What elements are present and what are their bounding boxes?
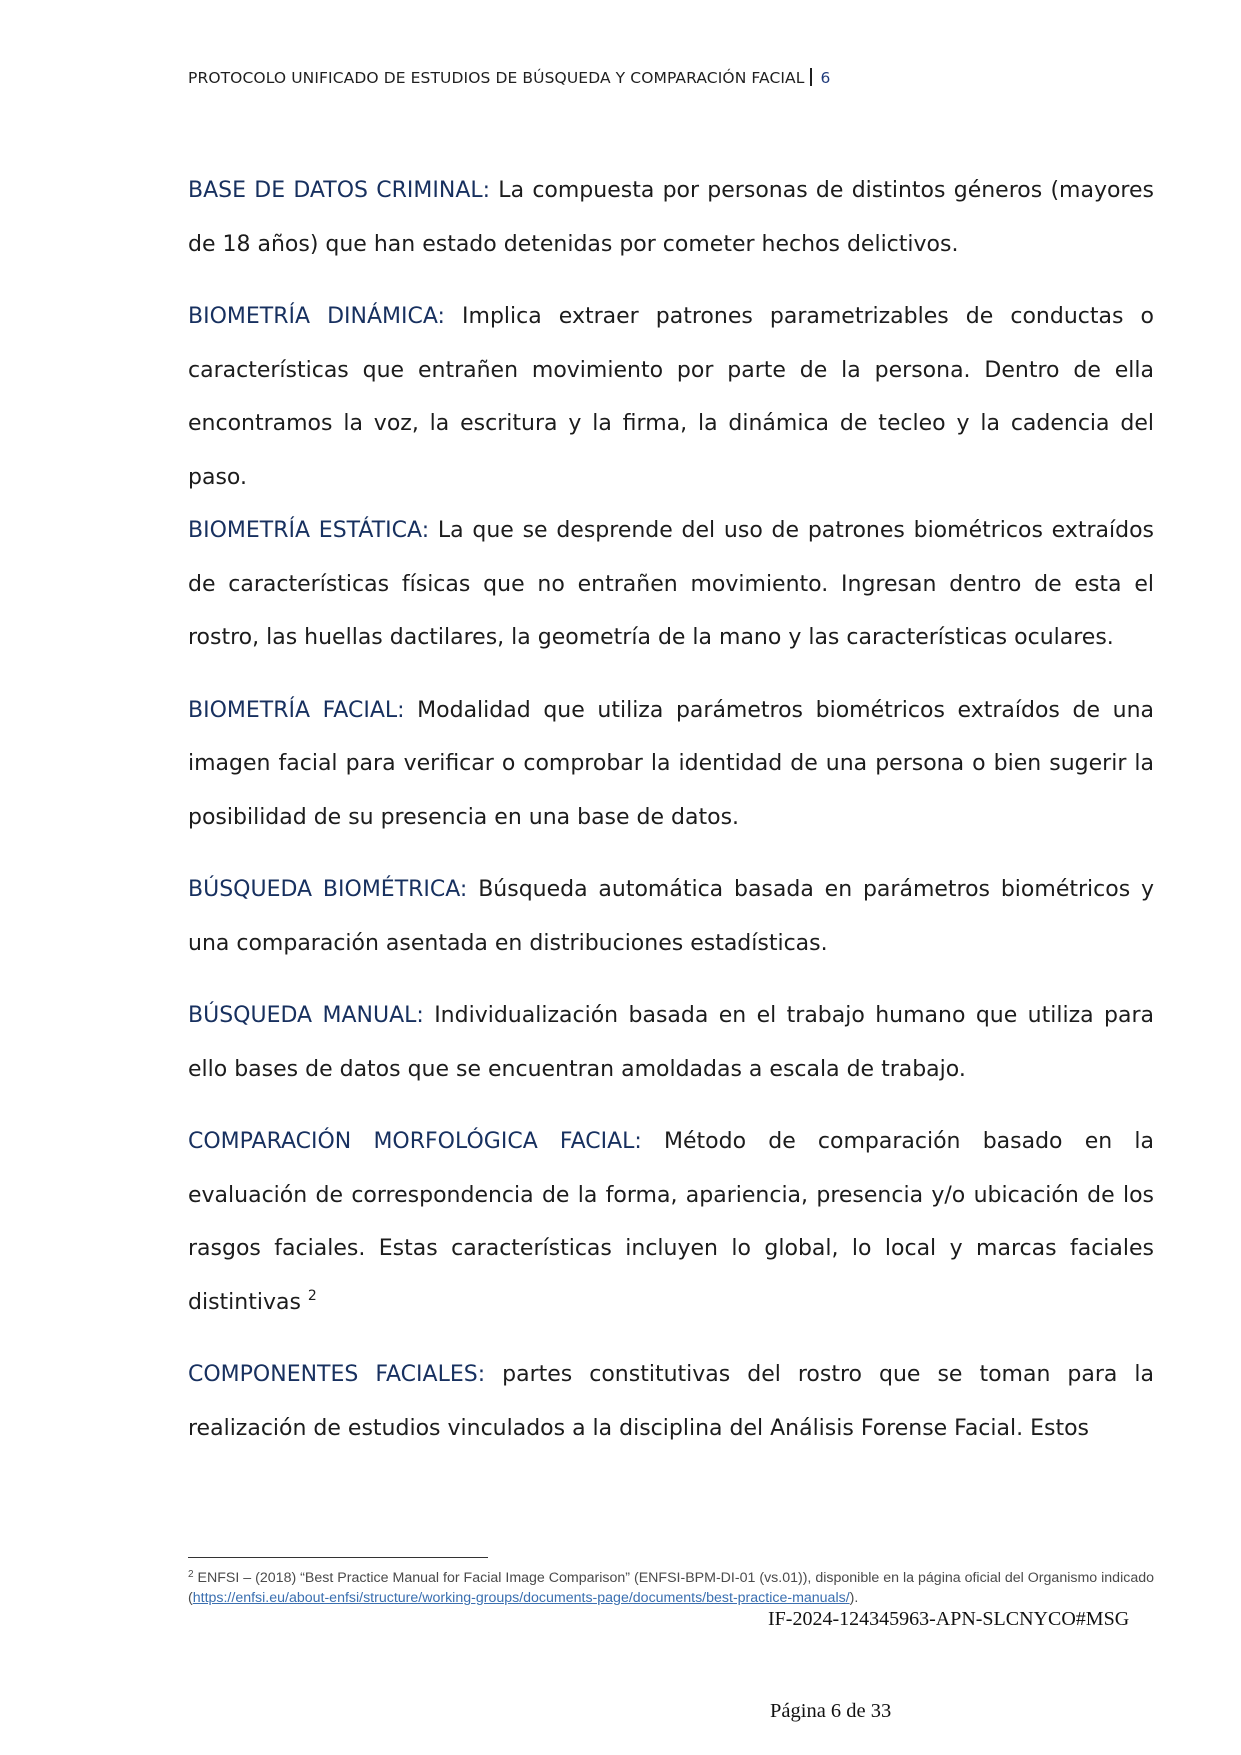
document-id: IF-2024-124345963-APN-SLCNYCO#MSG bbox=[768, 1608, 1130, 1630]
footnote-reference[interactable]: 2 bbox=[307, 1287, 317, 1304]
glossary-definition: Búsqueda automática basada en parámetros biométricos y una comparación asentada en distribuciones estadísticas. bbox=[188, 877, 1155, 956]
glossary-entry bbox=[188, 684, 1154, 845]
page-footer: Página 6 de 33 bbox=[770, 1700, 892, 1722]
glossary-body bbox=[188, 164, 1154, 1455]
glossary-entry bbox=[188, 989, 1154, 1096]
glossary-term: BÚSQUEDA BIOMÉTRICA: bbox=[188, 877, 468, 902]
glossary-term: BIOMETRÍA DINÁMICA: bbox=[188, 304, 445, 329]
glossary-term: BÚSQUEDA MANUAL: bbox=[188, 1003, 424, 1028]
glossary-entry bbox=[188, 1115, 1154, 1329]
glossary-entry bbox=[188, 290, 1154, 504]
glossary-entry bbox=[188, 504, 1154, 665]
glossary-definition: La que se desprende del uso de patrones biométricos extraídos de características físicas que no entrañen movimiento. Ingresan dentro de esta el rostro, las huellas dactilares, la geometría de la mano y las características oculares. bbox=[188, 518, 1154, 650]
glossary-term: BIOMETRÍA ESTÁTICA: bbox=[188, 518, 430, 543]
glossary-entry bbox=[188, 863, 1154, 970]
glossary-term: COMPARACIÓN MORFOLÓGICA FACIAL: bbox=[188, 1129, 642, 1154]
footnote-text: ENFSI – (2018) “Best Practice Manual for Facial Image Comparison” (ENFSI-BPM-DI-01 (vs.01)), disponible en la página oficial del Organismo indicado ( bbox=[188, 1570, 1154, 1606]
header-title: PROTOCOLO UNIFICADO DE ESTUDIOS DE BÚSQUEDA Y COMPARACIÓN FACIAL bbox=[188, 69, 805, 87]
glossary-definition: Método de comparación basado en la evaluación de correspondencia de la forma, apariencia, presencia y/o ubicación de los rasgos faciales. Estas características incluyen lo global, lo local y marcas faciales distintivas bbox=[188, 1129, 1154, 1315]
glossary-definition: Individualización basada en el trabajo humano que utiliza para ello bases de datos que se encuentran amoldadas a escala de trabajo. bbox=[188, 1003, 1154, 1082]
footnote bbox=[188, 1568, 1154, 1608]
header-page-number: 6 bbox=[820, 69, 831, 87]
header-separator bbox=[810, 68, 812, 86]
footnote-text-end: ). bbox=[849, 1590, 859, 1606]
page-header bbox=[188, 68, 830, 87]
footnote-link[interactable]: https://enfsi.eu/about-enfsi/structure/working-groups/documents-page/documents/best-practice-manuals/ bbox=[192, 1590, 850, 1606]
glossary-definition: Modalidad que utiliza parámetros biométricos extraídos de una imagen facial para verificar o comprobar la identidad de una persona o bien sugerir la posibilidad de su presencia en una base de datos. bbox=[188, 697, 1155, 830]
glossary-term: BIOMETRÍA FACIAL: bbox=[188, 697, 405, 723]
glossary-term: COMPONENTES FACIALES: bbox=[188, 1362, 486, 1387]
glossary-definition: partes constitutivas del rostro que se toman para la realización de estudios vinculados a la disciplina del Análisis Forense Facial. Estos bbox=[188, 1362, 1154, 1441]
glossary-definition: Implica extraer patrones parametrizables de conductas o características que entrañen movimiento por parte de la persona. Dentro de ella encontramos la voz, la escritura y la firma, la dinámica de tecleo y la cadencia del paso. bbox=[188, 304, 1154, 490]
footnote-divider bbox=[188, 1557, 488, 1558]
footnote-marker: 2 bbox=[188, 1569, 194, 1580]
glossary-entry bbox=[188, 1348, 1154, 1455]
glossary-term: BASE DE DATOS CRIMINAL: bbox=[188, 178, 491, 203]
glossary-definition: La compuesta por personas de distintos géneros (mayores de 18 años) que han estado detenidas por cometer hechos delictivos. bbox=[188, 178, 1154, 257]
glossary-entry bbox=[188, 164, 1154, 271]
